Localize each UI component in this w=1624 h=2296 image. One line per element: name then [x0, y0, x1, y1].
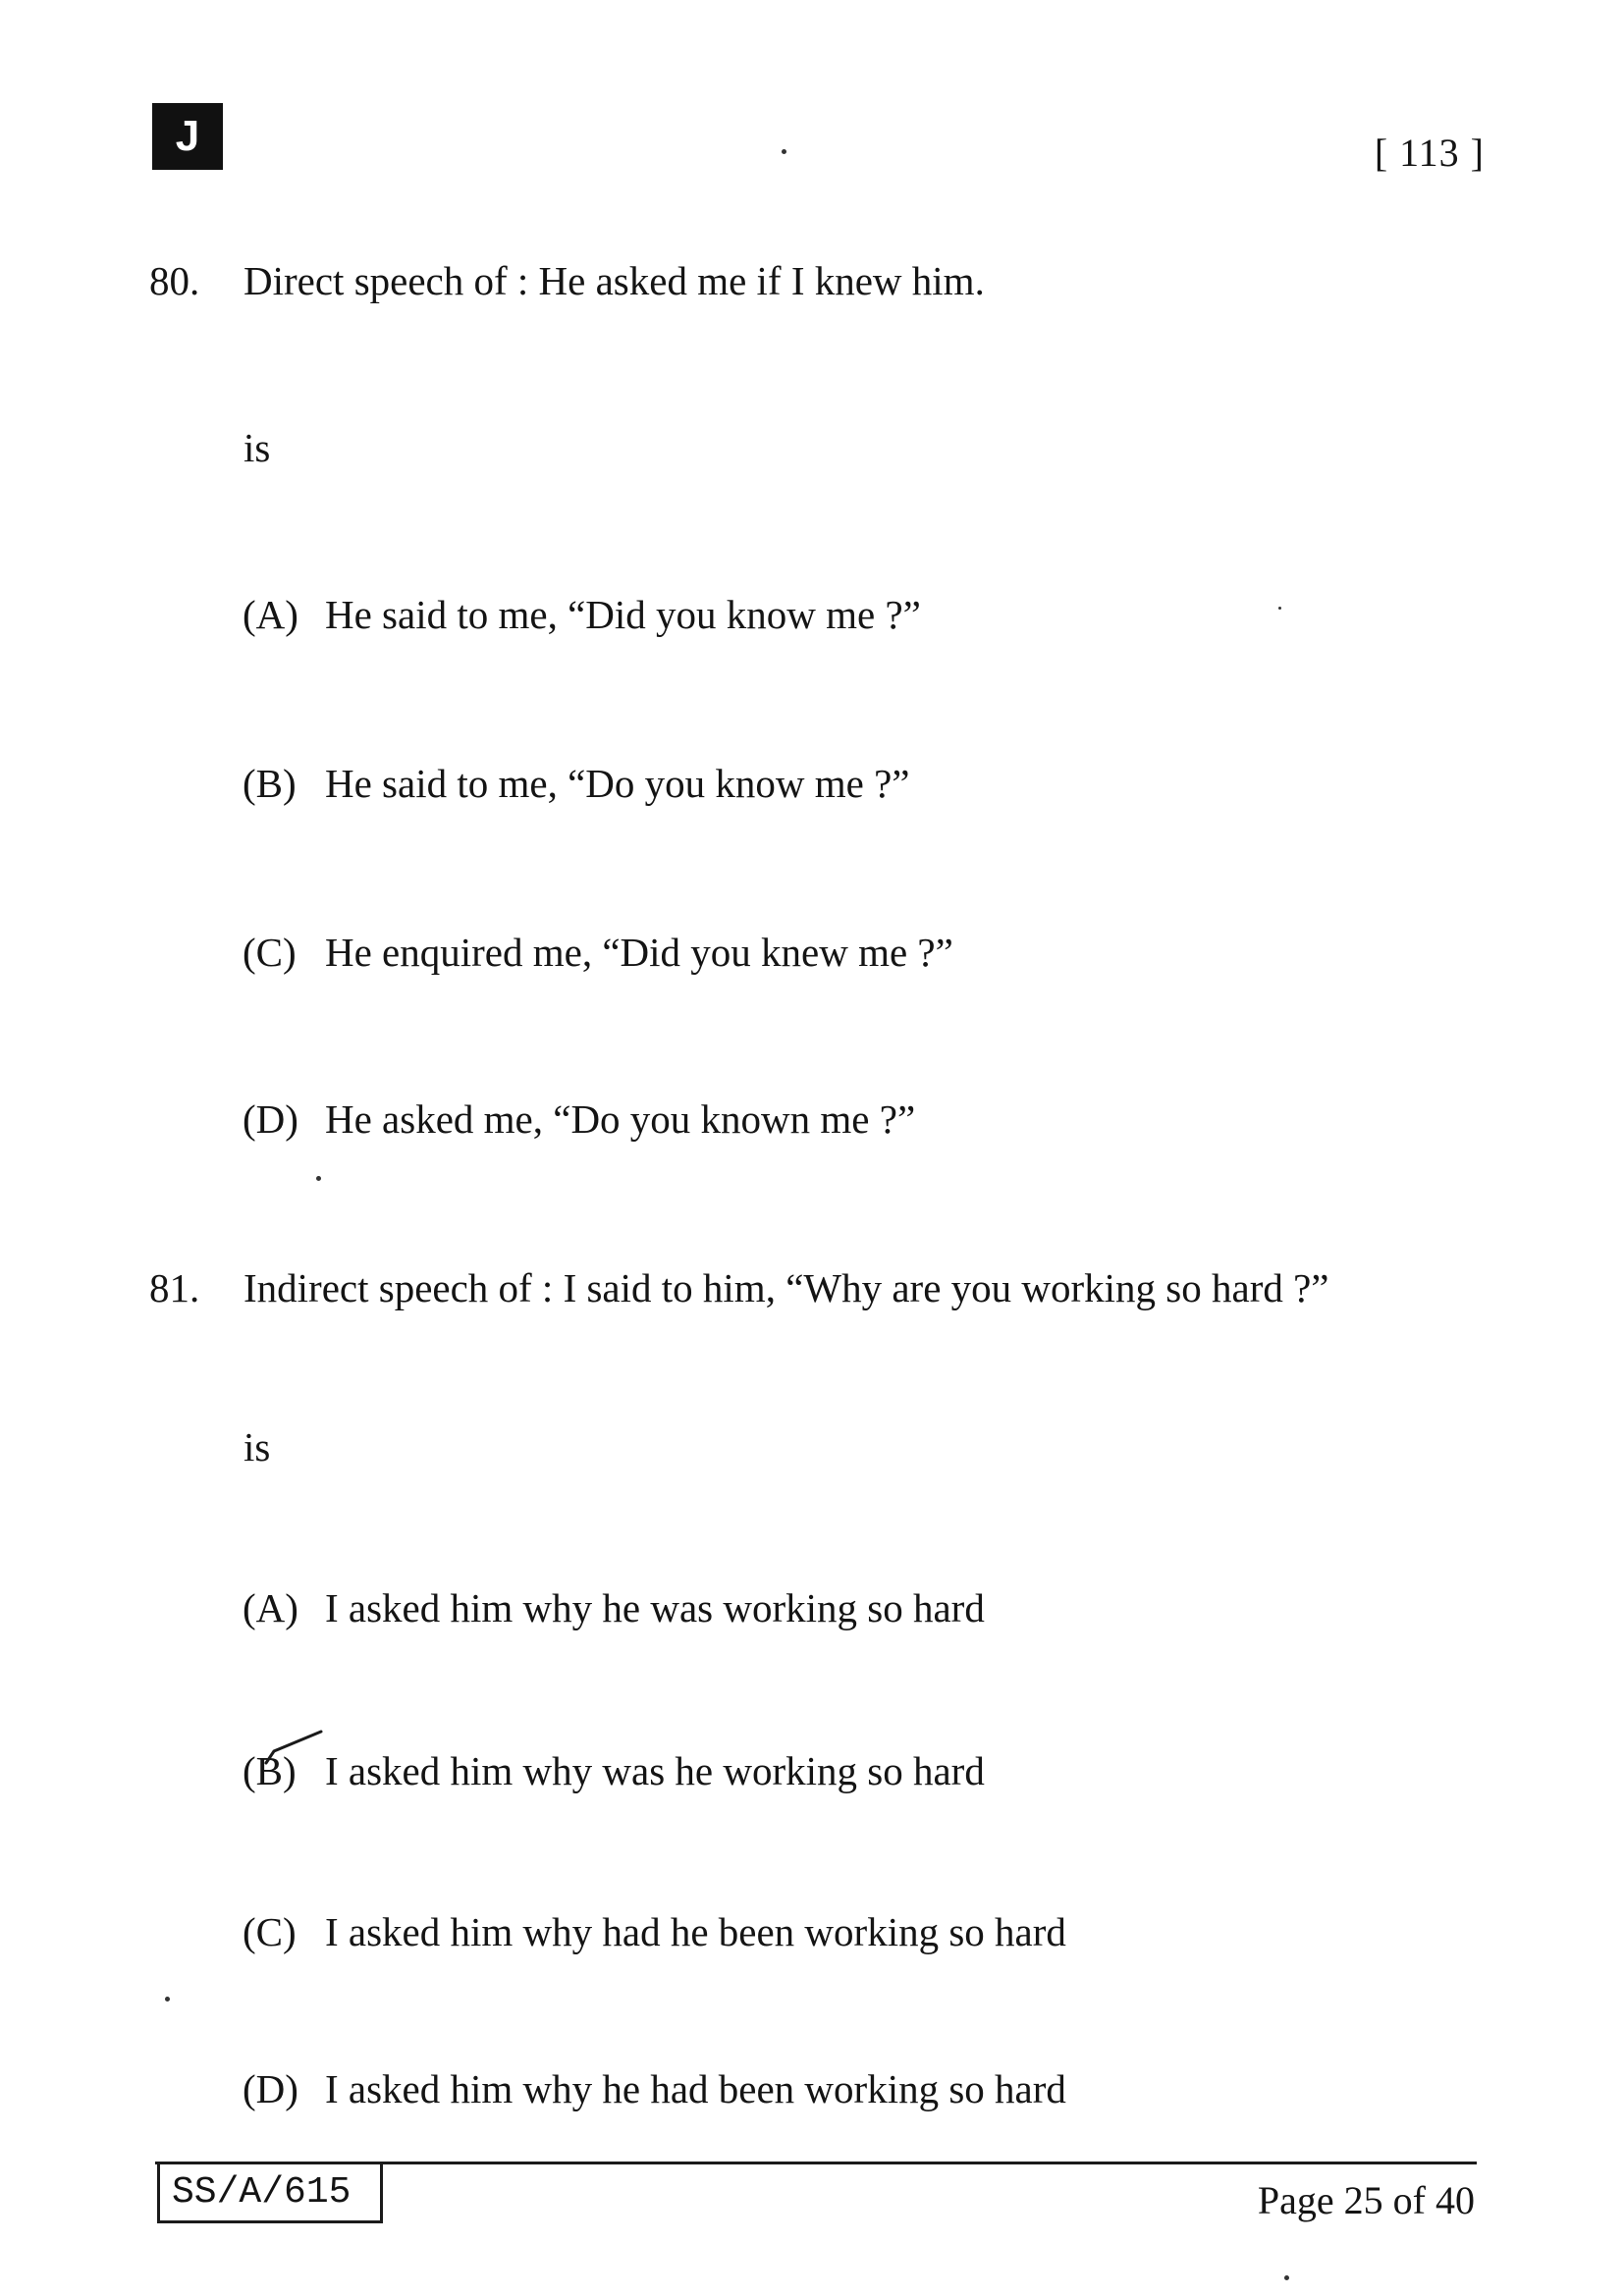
option-text: I asked him why was he working so hard: [325, 1748, 985, 1793]
question-text: Direct speech of : He asked me if I knew him.: [244, 258, 985, 303]
option-text: He asked me, “Do you known me ?”: [325, 1096, 916, 1142]
option-label: [243, 1747, 325, 1794]
option-c[interactable]: [243, 929, 953, 976]
option-a[interactable]: [243, 1584, 985, 1631]
question-is-label: is: [244, 425, 271, 470]
scan-speck: [1278, 607, 1281, 610]
option-label: (D): [243, 2066, 298, 2111]
option-label: (D): [243, 1096, 298, 1142]
paper-code: SS/A/615: [157, 2164, 383, 2223]
option-text: I asked him why he had been working so hard: [325, 2066, 1066, 2111]
scan-speck: [316, 1176, 321, 1181]
question-number: 80.: [149, 258, 200, 303]
option-label: (B): [243, 761, 297, 806]
option-label: (C): [243, 930, 297, 975]
option-text: I asked him why had he been working so hard: [325, 1909, 1066, 1954]
scan-speck: [1284, 2275, 1289, 2280]
option-d[interactable]: [243, 1095, 915, 1143]
option-c[interactable]: [243, 1908, 1066, 1955]
question-text: Indirect speech of : I said to him, “Why are you working so hard ?”: [244, 1265, 1329, 1310]
tick-mark-icon: [264, 1728, 323, 1767]
scan-speck: [782, 149, 786, 154]
option-text: He enquired me, “Did you knew me ?”: [325, 930, 953, 975]
question-is-label: is: [244, 1424, 271, 1469]
option-b[interactable]: [243, 1747, 985, 1794]
page-number: Page 25 of 40: [1257, 2178, 1475, 2222]
option-text: He said to me, “Did you know me ?”: [325, 592, 921, 637]
option-d[interactable]: [243, 2065, 1066, 2112]
option-label-text: (B): [243, 1748, 297, 1793]
page-code: [ 113 ]: [1374, 131, 1485, 175]
option-label: (C): [243, 1909, 297, 1954]
option-text: I asked him why he was working so hard: [325, 1585, 985, 1630]
option-label: (A): [243, 1585, 298, 1630]
question-number: 81.: [149, 1265, 200, 1310]
series-letter-box: J: [152, 103, 223, 170]
option-label: (A): [243, 592, 298, 637]
scan-speck: [165, 1997, 170, 2002]
option-a[interactable]: [243, 591, 921, 638]
option-text: He said to me, “Do you know me ?”: [325, 761, 910, 806]
option-b[interactable]: [243, 760, 909, 807]
